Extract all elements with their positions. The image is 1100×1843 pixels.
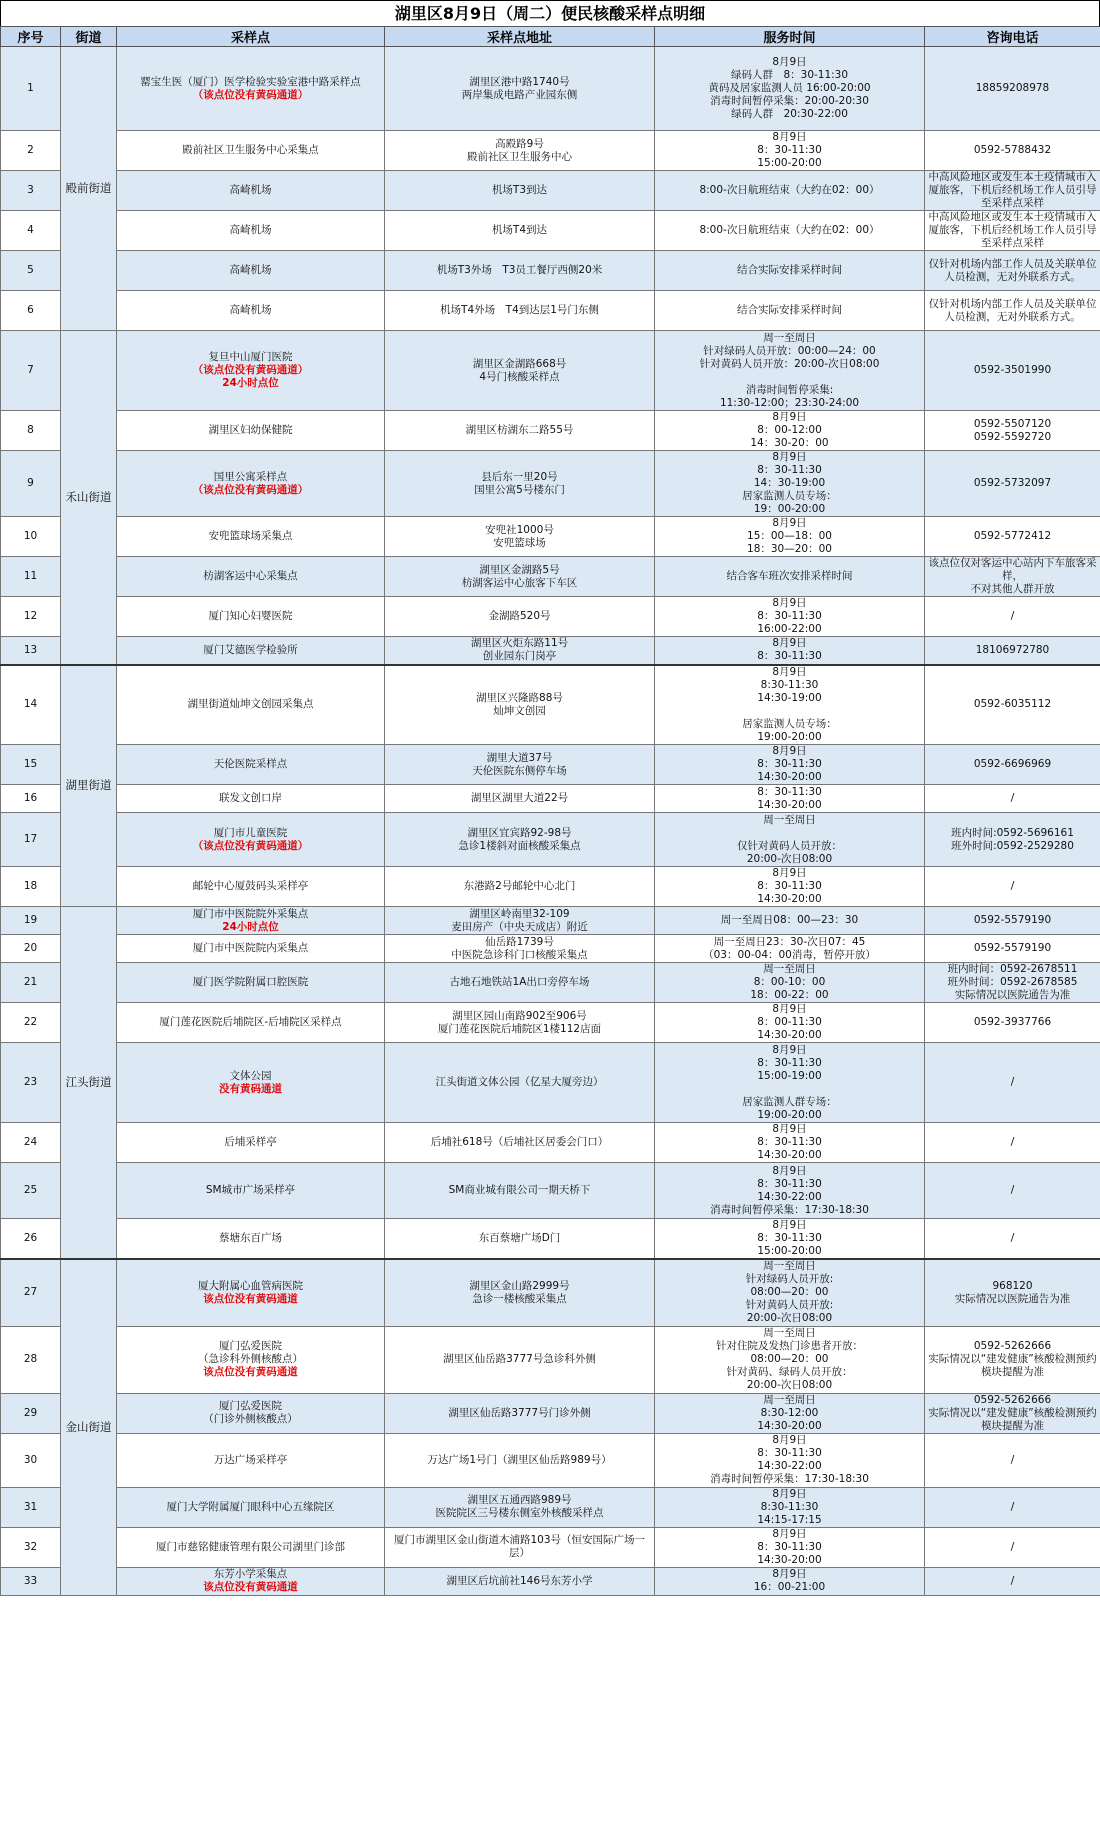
table-row [1,1527,1100,1567]
table-row [1,557,1100,597]
address-cell: 机场T3外场 T3员工餐厅西侧20米 [385,251,655,291]
header-phone: 咨询电话 [925,27,1100,47]
phone-cell: / [925,1433,1100,1487]
phone-cell: 中高风险地区或发生本土疫情城市入厦旅客，下机后经机场工作人员引导至采样点采样 [925,211,1100,251]
site-warning: （该点位没有黄码通道） [192,839,309,852]
service-time-cell: 8月9日 16：00-21:00 [655,1567,925,1595]
address-cell: SM商业城有限公司一期天桥下 [385,1163,655,1219]
row-number: 12 [1,597,61,637]
site-name-cell [117,907,385,935]
table-row [1,813,1100,867]
site-name-cell [117,1527,385,1567]
row-number: 17 [1,813,61,867]
table-row [1,211,1100,251]
service-time-cell: 8月9日 15：00—18：00 18：30—20：00 [655,517,925,557]
address-cell: 湖里区港中路1740号 两岸集成电路产业园东侧 [385,47,655,131]
site-name-cell [117,963,385,1003]
table-row [1,251,1100,291]
site-name: 邮轮中心厦鼓码头采样亭 [192,880,309,892]
address-cell: 湖里区金湖路668号 4号门核酸采样点 [385,331,655,411]
site-name-cell [117,1219,385,1260]
service-time-cell: 8：30-11:30 14:30-20:00 [655,785,925,813]
table-row [1,963,1100,1003]
address-cell: 机场T3到达 [385,171,655,211]
row-number: 25 [1,1163,61,1219]
table-row [1,1567,1100,1595]
table-row [1,1163,1100,1219]
address-cell: 湖里区五通西路989号 医院院区三号楼东侧室外核酸采样点 [385,1487,655,1527]
table-row [1,1123,1100,1163]
site-name: 殿前社区卫生服务中心采集点 [182,144,319,156]
table-row [1,1326,1100,1393]
row-number: 14 [1,665,61,745]
district-cell: 殿前街道 [61,47,117,331]
table-row [1,745,1100,785]
service-time-cell: 周一至周日 针对绿码人员开放：00:00—24：00 针对黄码人员开放：20:00-次日08:00 消毒时间暂停采集: 11:30-12:00；23:30-24:00 [655,331,925,411]
site-name-cell [117,517,385,557]
site-name-cell [117,1487,385,1527]
site-name-cell [117,745,385,785]
site-name: 文体公园 [229,1069,272,1082]
phone-cell: 0592-5772412 [925,517,1100,557]
site-name: 复旦中山厦门医院 [208,351,293,363]
service-time-cell: 周一至周日 针对住院及发热门诊患者开放： 08:00—20：00 针对黄码、绿码人员开放： 20:00-次日08:00 [655,1326,925,1393]
table-row [1,517,1100,557]
site-name-cell [117,1433,385,1487]
row-number: 8 [1,411,61,451]
site-name: 厦门医学院附属口腔医院 [192,976,309,988]
site-name: 高崎机场 [229,224,272,236]
table-row [1,47,1100,131]
site-name: 联发文创口岸 [219,792,282,804]
site-name-cell [117,1567,385,1595]
site-warning: 24小时点位 [222,920,279,933]
phone-cell: / [925,1487,1100,1527]
site-name-cell [117,1326,385,1393]
service-time-cell: 8月9日 8：30-11:30 14:30-22:00 消毒时间暂停采集：17:30-18:30 [655,1163,925,1219]
row-number: 29 [1,1393,61,1433]
address-cell: 万达广场1号门（湖里区仙岳路989号） [385,1433,655,1487]
service-time-cell: 周一至周日 针对绿码人员开放: 08:00—20：00 针对黄码人员开放: 20:00-次日08:00 [655,1259,925,1326]
service-time-cell: 8月9日 8：30-11:30 14:30-22:00 消毒时间暂停采集：17:30-18:30 [655,1433,925,1487]
phone-cell: 仅针对机场内部工作人员及关联单位人员检测，无对外联系方式。 [925,251,1100,291]
site-name-cell [117,1003,385,1043]
address-cell: 湖里区宜宾路92-98号 急诊1楼斜对面核酸采集点 [385,813,655,867]
site-warning: （该点位没有黄码通道） [192,483,309,496]
site-name: 厦门市中医院院外采集点 [192,907,309,920]
address-cell: 东港路2号邮轮中心北门 [385,867,655,907]
service-time-cell: 8月9日 8：30-11:30 15:00-20:00 [655,1219,925,1260]
phone-cell: 968120 实际情况以医院通告为准 [925,1259,1100,1326]
page-title: 湖里区8月9日（周二）便民核酸采样点明细 [0,0,1100,26]
site-name-cell [117,171,385,211]
site-name: 厦门市慈铭健康管理有限公司湖里门诊部 [156,1540,345,1553]
site-name: 高崎机场 [229,304,272,316]
site-name: 万达广场采样亭 [213,1453,288,1466]
site-name-cell [117,557,385,597]
site-name: 高崎机场 [229,264,272,276]
site-name-cell [117,1259,385,1326]
row-number: 26 [1,1219,61,1260]
table-row [1,1219,1100,1260]
service-time-cell: 8月9日 8：30-11:30 16:00-22:00 [655,597,925,637]
row-number: 13 [1,637,61,665]
service-time-cell: 8月9日 8:30-11:30 14:30-19:00 居家监测人员专场： 19:00-20:00 [655,665,925,745]
header-time: 服务时间 [655,27,925,47]
site-warning: 没有黄码通道 [219,1082,282,1095]
phone-cell: / [925,1567,1100,1595]
row-number: 7 [1,331,61,411]
phone-cell: / [925,1123,1100,1163]
address-cell: 古地石地铁站1A出口旁停车场 [385,963,655,1003]
site-name-cell [117,251,385,291]
table-row [1,1433,1100,1487]
site-name: 蔡塘东百广场 [219,1232,282,1244]
row-number: 2 [1,131,61,171]
site-name: 安兜篮球场采集点 [208,530,293,542]
site-warning: 24小时点位 [222,377,279,389]
site-name-cell [117,47,385,131]
address-cell: 湖里区园山南路902至906号 厦门莲花医院后埔院区1楼112店面 [385,1003,655,1043]
header-address: 采样点地址 [385,27,655,47]
row-number: 19 [1,907,61,935]
phone-cell: 0592-3937766 [925,1003,1100,1043]
site-name: 湖里街道灿坤文创园采集点 [187,698,314,711]
service-time-cell: 8月9日 8：00-12:00 14：30-20：00 [655,411,925,451]
site-name: （门诊外侧核酸点） [203,1413,298,1425]
table-row [1,907,1100,935]
table-row [1,1003,1100,1043]
phone-cell: / [925,867,1100,907]
address-cell: 机场T4到达 [385,211,655,251]
phone-cell: 0592-5579190 [925,907,1100,935]
row-number: 30 [1,1433,61,1487]
phone-cell: 班内时间：0592-2678511 班外时间：0592-2678585 实际情况以医院通告为准 [925,963,1100,1003]
site-name-cell [117,451,385,517]
table-row [1,331,1100,411]
table-body [1,47,1100,1596]
site-name: 高崎机场 [229,184,272,196]
phone-cell: 班内时间:0592-5696161 班外时间:0592-2529280 [925,813,1100,867]
row-number: 23 [1,1043,61,1123]
site-name: 厦门市儿童医院 [213,826,288,839]
site-name-cell [117,411,385,451]
service-time-cell: 结合实际安排采样时间 [655,251,925,291]
table-row [1,1487,1100,1527]
phone-cell: / [925,785,1100,813]
phone-cell: 0592-6035112 [925,665,1100,745]
site-name: 厦大附属心血管病医院 [198,1279,303,1292]
table-row [1,131,1100,171]
site-name-cell [117,813,385,867]
row-number: 1 [1,47,61,131]
service-time-cell: 8月9日 8：30-11:30 14:30-20:00 [655,1527,925,1567]
phone-cell: / [925,1219,1100,1260]
row-number: 15 [1,745,61,785]
service-time-cell: 8月9日 8：30-11:30 14：30-19:00 居家监测人员专场： 19：00-20:00 [655,451,925,517]
service-time-cell: 结合实际安排采样时间 [655,291,925,331]
row-number: 10 [1,517,61,557]
address-cell: 机场T4外场 T4到达层1号门东侧 [385,291,655,331]
address-cell: 仙岳路1739号 中医院急诊科门口核酸采集点 [385,935,655,963]
site-name: 厦门弘爱医院 [219,1340,282,1352]
address-cell: 安兜社1000号 安兜篮球场 [385,517,655,557]
phone-cell: 0592-5732097 [925,451,1100,517]
table-row [1,171,1100,211]
row-number: 5 [1,251,61,291]
table-row [1,1259,1100,1326]
service-time-cell: 8月9日 绿码人群 8：30-11:30 黄码及居家监测人员 16:00-20:00 消毒时间暂停采集：20:00-20:30 绿码人群 20:30-22:00 [655,47,925,131]
address-cell: 湖里区仙岳路3777号急诊科外侧 [385,1326,655,1393]
sampling-table [0,26,1100,1596]
address-cell: 后埔社618号（后埔社区居委会门口） [385,1123,655,1163]
address-cell: 县后东一里20号 国里公寓5号楼东门 [385,451,655,517]
service-time-cell: 8月9日 8：30-11:30 14:30-20:00 [655,745,925,785]
site-warning: 该点位没有黄码通道 [203,1292,298,1305]
site-name: 厦门知心妇婴医院 [208,610,293,622]
site-name-cell [117,1163,385,1219]
site-name-cell [117,331,385,411]
site-name: 枋湖客运中心采集点 [203,570,298,582]
row-number: 11 [1,557,61,597]
site-warning: 该点位没有黄码通道 [203,1581,298,1593]
row-number: 4 [1,211,61,251]
service-time-cell: 周一至周日 8:30-12:00 14:30-20:00 [655,1393,925,1433]
table-row [1,867,1100,907]
header-site: 采样点 [117,27,385,47]
row-number: 24 [1,1123,61,1163]
phone-cell: / [925,597,1100,637]
site-name-cell [117,1393,385,1433]
row-number: 33 [1,1567,61,1595]
address-cell: 金湖路520号 [385,597,655,637]
address-cell: 江头街道文体公园（亿星大厦旁边） [385,1043,655,1123]
phone-cell: 0592-3501990 [925,331,1100,411]
site-name-cell [117,867,385,907]
site-name: 厦门大学附属厦门眼科中心五缘院区 [166,1500,335,1513]
row-number: 28 [1,1326,61,1393]
row-number: 31 [1,1487,61,1527]
address-cell: 湖里区湖里大道22号 [385,785,655,813]
site-name: 后埔采样亭 [224,1136,277,1148]
service-time-cell: 8月9日 8:30-11:30 14:15-17:15 [655,1487,925,1527]
row-number: 32 [1,1527,61,1567]
site-name-cell [117,665,385,745]
service-time-cell: 8月9日 8：30-11:30 [655,637,925,665]
table-row [1,785,1100,813]
address-cell: 湖里区金山路2999号 急诊一楼核酸采集点 [385,1259,655,1326]
service-time-cell: 周一至周日 仅针对黄码人员开放： 20:00-次日08:00 [655,813,925,867]
row-number: 6 [1,291,61,331]
site-name: 厦门艾德医学检验所 [203,643,298,656]
service-time-cell: 周一至周日08：00—23：30 [655,907,925,935]
table-row [1,451,1100,517]
table-row [1,665,1100,745]
phone-cell: 0592-5262666 实际情况以“建发健康”核酸检测预约模块提醒为准 [925,1393,1100,1433]
district-cell: 金山街道 [61,1259,117,1595]
site-name: 国里公寓采样点 [213,470,288,483]
row-number: 21 [1,963,61,1003]
service-time-cell: 周一至周日 8：00-10：00 18：00-22：00 [655,963,925,1003]
site-name: SM城市广场采样亭 [205,1184,296,1196]
service-time-cell: 8月9日 8：30-11:30 14:30-20:00 [655,867,925,907]
site-name: 湖里区妇幼保健院 [208,424,293,436]
service-time-cell: 8月9日 8：30-11:30 15:00-20:00 [655,131,925,171]
service-time-cell: 周一至周日23：30-次日07：45 （03：00-04：00消毒，暂停开放） [655,935,925,963]
row-number: 16 [1,785,61,813]
address-cell: 湖里区金湖路5号 枋湖客运中心旅客下车区 [385,557,655,597]
table-row [1,637,1100,665]
site-warning: （该点位没有黄码通道） [192,364,309,376]
site-name-cell [117,935,385,963]
service-time-cell: 8月9日 8：00-11:30 14:30-20:00 [655,1003,925,1043]
district-cell: 禾山街道 [61,331,117,665]
phone-cell: 0592-6696969 [925,745,1100,785]
site-name-cell [117,1043,385,1123]
address-cell: 高殿路9号 殿前社区卫生服务中心 [385,131,655,171]
site-name-cell [117,131,385,171]
site-name-cell [117,597,385,637]
address-cell: 湖里大道37号 天伦医院东侧停车场 [385,745,655,785]
service-time-cell: 8月9日 8：30-11:30 15:00-19:00 居家监测人群专场： 19:00-20:00 [655,1043,925,1123]
phone-cell: / [925,1043,1100,1123]
service-time-cell: 8:00-次日航班结束（大约在02：00） [655,171,925,211]
site-warning: （该点位没有黄码通道） [192,88,309,101]
site-name: 厦门市中医院院内采集点 [192,942,309,954]
phone-cell: 仅针对机场内部工作人员及关联单位人员检测，无对外联系方式。 [925,291,1100,331]
site-name-cell [117,211,385,251]
header-row [1,27,1100,47]
address-cell: 东百蔡塘广场D门 [385,1219,655,1260]
table-row [1,935,1100,963]
table-row [1,1043,1100,1123]
district-cell: 江头街道 [61,907,117,1260]
row-number: 3 [1,171,61,211]
site-warning: 该点位没有黄码通道 [203,1366,298,1378]
phone-cell: 中高风险地区或发生本土疫情城市入厦旅客，下机后经机场工作人员引导至采样点采样 [925,171,1100,211]
row-number: 27 [1,1259,61,1326]
site-name: 厦门莲花医院后埔院区-后埔院区采样点 [159,1016,342,1028]
site-name: 厦门弘爱医院 [219,1400,282,1412]
row-number: 9 [1,451,61,517]
table-row [1,291,1100,331]
address-cell: 厦门市湖里区金山街道木浦路103号（恒安国际广场一层） [385,1527,655,1567]
site-name: 天伦医院采样点 [213,758,288,770]
address-cell: 湖里区兴隆路88号 灿坤文创园 [385,665,655,745]
phone-cell: 0592-5579190 [925,935,1100,963]
address-cell: 湖里区仙岳路3777号门诊外侧 [385,1393,655,1433]
row-number: 22 [1,1003,61,1043]
table-row [1,411,1100,451]
phone-cell: 该点位仅对客运中心站内下车旅客采样， 不对其他人群开放 [925,557,1100,597]
address-cell: 湖里区枋湖东二路55号 [385,411,655,451]
header-district: 街道 [61,27,117,47]
table-row [1,597,1100,637]
site-name: （急诊科外侧核酸点） [198,1353,303,1365]
phone-cell: / [925,1527,1100,1567]
site-name-cell [117,1123,385,1163]
row-number: 18 [1,867,61,907]
phone-cell: 18106972780 [925,637,1100,665]
site-name-cell [117,637,385,665]
site-name: 罂宝生医（厦门）医学检验实验室港中路采样点 [140,75,361,88]
site-name: 东芳小学采集点 [213,1568,288,1580]
header-no: 序号 [1,27,61,47]
phone-cell: 0592-5262666 实际情况以“建发健康”核酸检测预约模块提醒为准 [925,1326,1100,1393]
phone-cell: 18859208978 [925,47,1100,131]
row-number: 20 [1,935,61,963]
phone-cell: 0592-5507120 0592-5592720 [925,411,1100,451]
service-time-cell: 8月9日 8：30-11:30 14:30-20:00 [655,1123,925,1163]
table-row [1,1393,1100,1433]
service-time-cell: 结合客车班次安排采样时间 [655,557,925,597]
phone-cell: 0592-5788432 [925,131,1100,171]
address-cell: 湖里区后坑前社146号东芳小学 [385,1567,655,1595]
phone-cell: / [925,1163,1100,1219]
address-cell: 湖里区火炬东路11号 创业园东门岗亭 [385,637,655,665]
site-name-cell [117,291,385,331]
service-time-cell: 8:00-次日航班结束（大约在02：00） [655,211,925,251]
address-cell: 湖里区岭南里32-109 麦田房产（中央天成店）附近 [385,907,655,935]
district-cell: 湖里街道 [61,665,117,907]
site-name-cell [117,785,385,813]
